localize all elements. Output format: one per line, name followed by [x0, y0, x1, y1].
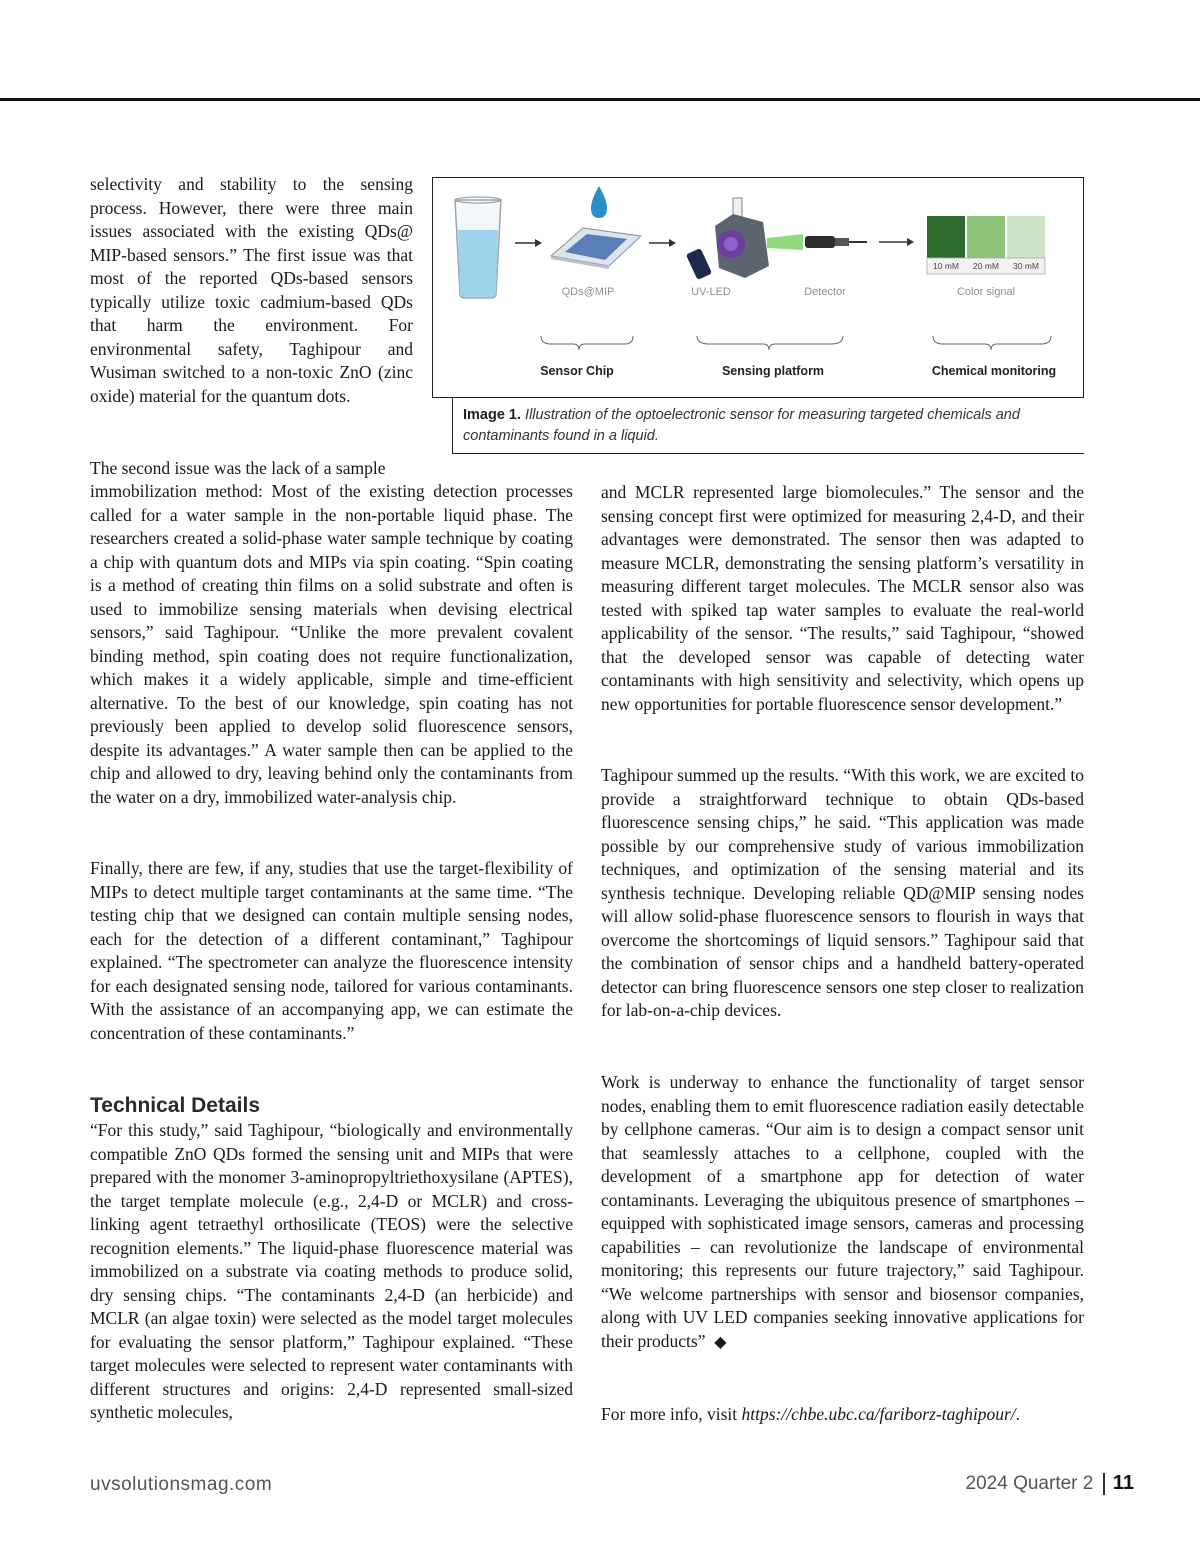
label-color-signal: Color signal	[956, 286, 1016, 298]
arrow-3-icon	[879, 238, 914, 246]
color-swatches	[927, 216, 1045, 274]
caption-text: Illustration of the optoelectronic sensor for measuring targeted chemicals and contaminants found in a liquid.	[463, 407, 1020, 444]
more-info	[601, 1403, 1084, 1427]
caption-label: Image 1.	[463, 407, 522, 423]
uv-led-device-icon	[715, 198, 769, 278]
phone-icon	[686, 248, 712, 280]
brace-sensing-platform	[697, 336, 843, 350]
figure-diagram	[432, 177, 1084, 398]
arrow-2-icon	[649, 239, 676, 247]
water-glass-icon	[455, 197, 501, 298]
brace-chemical-monitoring	[933, 336, 1051, 350]
label-qds-mip: QDs@MIP	[561, 286, 615, 298]
footer-site[interactable]: uvsolutionsmag.com	[90, 1474, 273, 1495]
label-uv-led: UV-LED	[691, 286, 731, 298]
paragraph-4: “For this study,” said Taghipour, “biologically and environmentally compatible ZnO QDs formed the sensing unit and MIPs that were prepared with the monomer 3-aminopropyltriethoxysilane (APTES), the target template molecule (e.g., 2,4-D or MCLR) and cross-linking agent tetraethyl orthosilicate (TEOS) were the selective recognition elements.” The liquid-phase fluorescence material was immobilized on a substrate via coating methods to produce solid, dry sensing chips. “The contaminants 2,4-D (an herbicide) and MCLR (an algae toxin) were selected as the model target molecules for evaluating the sensor platform,” Taghipour explained. “These target molecules were selected to represent water contaminants with different structures and origins: 2,4-D represented small-sized synthetic molecules,	[90, 1120, 573, 1422]
group-chemical-monitoring: Chemical monitoring	[931, 364, 1057, 378]
light-beam-icon	[767, 234, 803, 250]
footer-separator	[1103, 1473, 1105, 1495]
page-number: 11	[1112, 1472, 1134, 1494]
end-diamond-icon: ◆	[714, 1333, 727, 1351]
swatch-label-20: 20 mM	[973, 261, 999, 271]
detector-icon	[805, 236, 867, 248]
sensor-chip-icon	[551, 228, 641, 269]
paragraph-6: Taghipour summed up the results. “With this work, we are excited to provide a straightforward technique to obtain QDs-based fluorescence sensing chips,” he said. “This application was made possible by our comprehensive study of various immobilization techniques, and optimization of the sensing material and its synthesis technique. Developing reliable QD@MIP sensing nodes will allow solid-phase fluorescence sensors to flourish in ways that overcome the shortcomings of liquid sensors.” Taghipour said that the combination of sensor chips and a handheld battery-operated detector can bring fluorescence sensors one step closer to realization for lab-on-a-chip devices.	[601, 765, 1084, 1020]
more-info-suffix: .	[1015, 1404, 1021, 1424]
group-sensor-chip: Sensor Chip	[540, 364, 614, 378]
more-info-link[interactable]: https://chbe.ubc.ca/fariborz-taghipour/	[741, 1404, 1016, 1424]
swatch-label-10: 10 mM	[933, 261, 959, 271]
group-sensing-platform: Sensing platform	[721, 364, 825, 378]
swatch-label-30: 30 mM	[1013, 261, 1039, 271]
paragraph-2: immobilization method: Most of the existing detection processes called for a water sample in the non-portable liquid phase. The researchers created a solid-phase water sample technique by coating a chip with quantum dots and MIPs via spin coating. “Spin coating is a method of creating thin films on a solid substrate and often is used to immobilize sensing materials when devising electrical sensors,” said Taghipour. “Unlike the more prevalent covalent binding method, spin coating does not require functionalization, which makes it a widely applicable, simple and time-efficient alternative. To the best of our knowledge, spin coating has not previously been applied to develop solid fluorescence sensors, despite its advantages.” A water sample then can be applied to the chip and allowed to dry, leaving behind only the contaminants from the water on a dry, immobilized water-analysis chip.	[90, 481, 573, 807]
label-detector: Detector	[804, 286, 846, 298]
paragraph-1: selectivity and stability to the sensing process. However, there were three main issues associated with the existing QDs@ MIP-based sensors.” The first issue was that most of the reported QDs-based sensors typically utilize toxic cadmium-based QDs that harm the environment. For environmental safety, Taghipour and Wusiman switched to a non-toxic ZnO (zinc oxide) material for the quantum dots.	[90, 174, 413, 406]
footer-issue-page	[966, 1472, 1134, 1495]
section-heading: Technical Details	[90, 1094, 261, 1117]
swatch-20mm	[967, 216, 1005, 258]
water-drop-icon	[591, 186, 607, 218]
swatch-30mm	[1007, 216, 1045, 258]
paragraph-5: and MCLR represented large biomolecules.” The sensor and the sensing concept first were optimized for measuring 2,4-D, and their advantages were demonstrated. The sensor then was adapted to measure MCLR, demonstrating the sensing platform’s versatility in measuring different target molecules. The MCLR sensor also was tested with spiked tap water samples to evaluate the real-world applicability of the sensor. “The results,” said Taghipour, “showed that the developed sensor was capable of detecting water contaminants with high sensitivity and selectivity, which opens up new opportunities for portable fluorescence sensor development.”	[601, 482, 1084, 714]
brace-sensor-chip	[541, 336, 633, 350]
paragraph-7	[601, 1071, 1084, 1354]
swatch-10mm	[927, 216, 965, 258]
paragraph-7-text: Work is underway to enhance the functionality of target sensor nodes, enabling them to emit fluorescence radiation easily detectable by cellphone cameras. “Our aim is to design a compact sensor unit that seamlessly attaches to a cellphone, coupled with the development of a smartphone app for detection of water contaminants. Leveraging the ubiquitous presence of smartphones – equipped with sophisticated image sensors, cameras and processing capabilities – can revolutionize the landscape of environmental monitoring; this represents our future trajectory,” said Taghipour. “We welcome partnerships with sensor and biosensor companies, along with UV LED companies seeking innovative applications for their products”	[601, 1072, 1084, 1351]
paragraph-2-start: The second issue was the lack of a sample	[90, 458, 386, 478]
more-info-prefix: For more info, visit	[601, 1404, 742, 1424]
header-rule	[0, 98, 1200, 101]
sensor-illustration	[433, 178, 1083, 397]
footer-issue: 2024 Quarter 2	[965, 1473, 1094, 1494]
figure-caption	[452, 398, 1084, 454]
arrow-1-icon	[515, 239, 542, 247]
paragraph-3: Finally, there are few, if any, studies that use the target-flexibility of MIPs to detect multiple target contaminants at the same time. “The testing chip that we designed can contain multiple sensing nodes, each for the detection of a different contaminant,” Taghipour explained. “The spectrometer can analyze the fluorescence intensity for each designated sensing node, tailored for various contaminants. With the assistance of an accompanying app, we can estimate the concentration of these contaminants.”	[90, 858, 573, 1043]
